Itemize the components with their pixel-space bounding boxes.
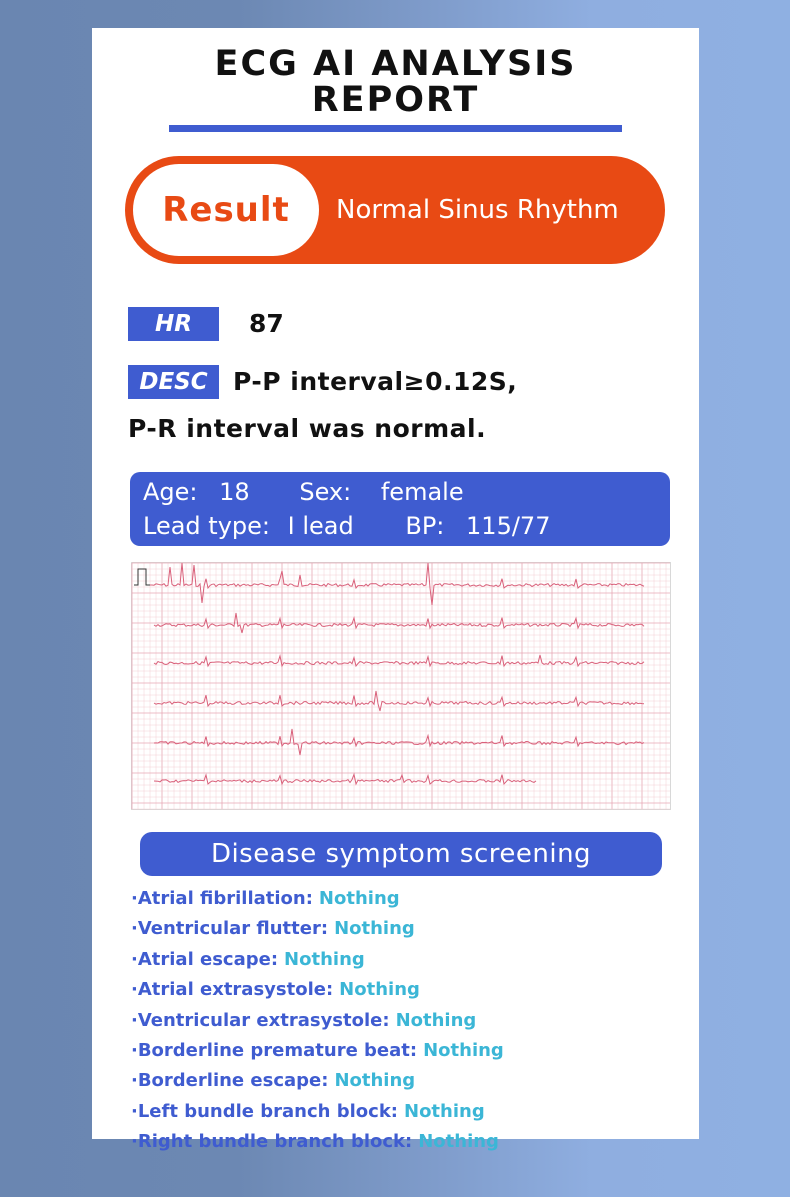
symptom-value: Nothing [334, 1070, 416, 1092]
symptom-row [131, 1036, 691, 1066]
symptom-row [131, 945, 691, 975]
symptom-value: Nothing [334, 918, 415, 940]
symptom-value: Nothing [339, 979, 420, 1001]
lead-type-label: Lead type: [143, 512, 270, 540]
symptom-row [131, 914, 691, 944]
symptom-name: ·Ventricular extrasystole: [131, 1009, 390, 1031]
report-title [92, 46, 699, 118]
lead-type-value: I lead [287, 512, 354, 540]
desc-text-line2: P-R interval was normal. [128, 414, 487, 443]
sex-value: female [380, 478, 464, 506]
desc-tag: DESC [128, 365, 219, 399]
hr-tag: HR [128, 307, 219, 341]
age-value: 18 [219, 478, 250, 506]
symptom-list [131, 884, 691, 1158]
symptom-row [131, 1097, 691, 1127]
symptom-value: Nothing [395, 1009, 477, 1031]
ecg-waveform [132, 563, 670, 809]
age-label: Age: [143, 478, 198, 506]
report-title-line1: ECG AI ANALYSIS [214, 44, 577, 84]
symptom-row [131, 975, 691, 1005]
bp-label: BP: [405, 512, 445, 540]
result-banner [125, 156, 665, 264]
report-title-line2: REPORT [311, 80, 480, 120]
symptom-value: Nothing [318, 888, 400, 909]
symptom-row [131, 884, 691, 914]
symptom-name: ·Atrial extrasystole: [131, 979, 334, 1001]
patient-info-row [143, 510, 550, 542]
symptom-row [131, 1066, 691, 1096]
ecg-strip [131, 562, 671, 810]
symptom-value: Nothing [418, 1131, 499, 1153]
symptom-name: ·Atrial fibrillation: [131, 888, 313, 909]
ecg-trace [154, 774, 536, 784]
result-label: Result [133, 164, 319, 256]
symptom-name: ·Borderline premature beat: [131, 1039, 418, 1061]
symptom-value: Nothing [404, 1100, 485, 1122]
ecg-calibration-pulse [134, 569, 150, 585]
symptom-row [131, 1127, 691, 1157]
symptom-name: ·Ventricular flutter: [131, 918, 329, 940]
report-card [92, 28, 699, 1153]
desc-text-line1: P-P interval≥0.12S, [233, 367, 518, 396]
symptom-value: Nothing [423, 1039, 504, 1061]
title-underline [169, 125, 622, 132]
symptom-name: ·Right bundle branch block: [131, 1131, 413, 1153]
symptom-name: ·Atrial escape: [131, 948, 279, 970]
symptom-name: ·Left bundle branch block: [131, 1100, 398, 1122]
symptom-name: ·Borderline escape: [131, 1070, 329, 1092]
ecg-trace [154, 729, 644, 755]
result-value: Normal Sinus Rhythm [336, 195, 619, 225]
screening-title: Disease symptom screening [140, 832, 662, 876]
sex-label: Sex: [299, 478, 352, 506]
symptom-value: Nothing [284, 948, 365, 970]
bp-value: 115/77 [466, 512, 551, 540]
patient-info-box [130, 472, 670, 546]
ecg-trace [154, 655, 644, 666]
symptom-row [131, 1006, 691, 1036]
patient-info-row [143, 476, 464, 508]
hr-value: 87 [249, 309, 284, 338]
